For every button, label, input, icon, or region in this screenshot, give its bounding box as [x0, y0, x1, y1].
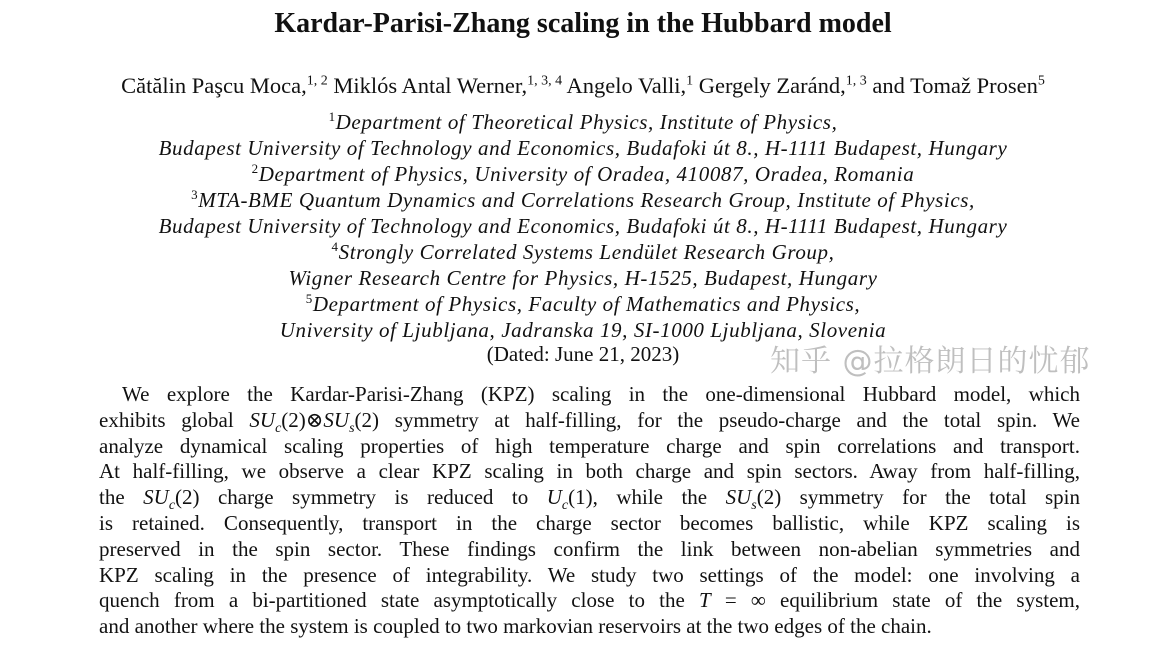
math-base: SU [249, 407, 276, 432]
math-symbol [546, 485, 569, 514]
math-symbol [725, 485, 757, 514]
math-symbol [143, 485, 176, 514]
abstract-text: exhibits global [99, 407, 250, 432]
abstract-text: (2) symmetry at half-filling, for the pseudo-charge and the total spin. We [354, 407, 1080, 432]
abstract-line [99, 459, 1080, 484]
affiliation-number: 4 [331, 239, 339, 254]
abstract-text: (2)⊗ [281, 407, 324, 432]
abstract-text: KPZ scaling in the presence of integrability. We study two settings of the model: one involving a [99, 562, 1080, 587]
affiliation-number: 2 [251, 161, 259, 176]
math-base: T [699, 588, 711, 613]
abstract-line [99, 537, 1080, 562]
math-base: SU [725, 485, 752, 510]
abstract-text: preserved in the spin sector. These findings confirm the link between non-abelian symmetries and [99, 536, 1080, 561]
affiliation-line [0, 110, 1166, 134]
abstract-line [99, 485, 1081, 514]
abstract-line [99, 563, 1080, 588]
abstract-text: is retained. Consequently, transport in the charge sector becomes ballistic, while KPZ scaling is [99, 511, 1080, 535]
abstract-text: We explore the Kardar-Parisi-Zhang (KPZ) scaling in the one-dimensional Hubbard model, which [122, 382, 1080, 406]
affiliation-text: Budapest University of Technology and Economics, Budafoki út 8., H-1111 Budapest, Hungary [158, 214, 1008, 238]
math-base: U [546, 485, 562, 510]
author-name: Angelo Valli, [566, 73, 687, 98]
author-name: Cătălin Paşcu Moca, [121, 73, 307, 98]
affiliation-line [0, 188, 1166, 212]
author-affiliation-marks: 5 [1037, 73, 1045, 89]
abstract-line [122, 382, 1080, 407]
affiliation-line [0, 162, 1166, 186]
abstract-line [99, 614, 1080, 639]
abstract-line [99, 407, 1080, 436]
affiliation-text: MTA-BME Quantum Dynamics and Correlations Research Group, Institute of Physics, [198, 188, 975, 212]
affiliation-text: Budapest University of Technology and Economics, Budafoki út 8., H-1111 Budapest, Hungary [158, 136, 1008, 160]
abstract-text: the [99, 485, 144, 510]
author-affiliation-marks: 1, 3 [845, 73, 867, 89]
affiliation-line [0, 240, 1166, 264]
math-subscript: c [275, 420, 282, 436]
math-base: SU [143, 485, 169, 510]
author-name: and Tomaž Prosen [872, 73, 1038, 98]
affiliation-number: 1 [328, 109, 336, 124]
affiliation-text: Department of Theoretical Physics, Institute of Physics, [335, 110, 838, 134]
abstract-text: At half-filling, we observe a clear KPZ scaling in both charge and spin sectors. Away from half-filling, [99, 459, 1080, 484]
author-affiliation-marks: 1, 2 [306, 73, 328, 89]
math-symbol [699, 588, 711, 612]
affiliation-number: 5 [305, 291, 313, 306]
math-subscript: s [751, 498, 757, 514]
affiliation-number: 3 [191, 187, 199, 202]
abstract-text: (2) symmetry for the total spin [756, 485, 1081, 510]
author-name: Miklós Antal Werner, [333, 73, 528, 98]
abstract-line [99, 434, 1080, 459]
author-list [0, 72, 1166, 100]
abstract-text: quench from a bi-partitioned state asymptotically close to the [99, 588, 699, 613]
paper-title: Kardar-Parisi-Zhang scaling in the Hubbard model [274, 8, 892, 39]
abstract-line [99, 588, 1080, 613]
math-subscript: c [168, 498, 176, 514]
affiliation-text: Wigner Research Centre for Physics, H-1525, Budapest, Hungary [288, 266, 878, 290]
math-symbol [249, 407, 282, 436]
affiliation-text: Department of Physics, Faculty of Mathematics and Physics, [312, 292, 861, 316]
abstract-line [99, 511, 1080, 536]
abstract-text: = ∞ equilibrium state of the system, [710, 588, 1080, 613]
author-affiliation-marks: 1, 3, 4 [527, 73, 563, 89]
author-affiliation-marks: 1 [686, 73, 694, 89]
watermark: 知乎 @拉格朗日的忧郁 [770, 344, 1091, 379]
math-symbol [323, 407, 355, 436]
abstract-text: analyze dynamical scaling properties of high temperature charge and spin correlations and transport. [99, 433, 1080, 458]
affiliation-line [0, 136, 1166, 160]
math-subscript: s [349, 420, 355, 436]
affiliation-text: Strongly Correlated Systems Lendület Research Group, [338, 240, 835, 264]
affiliation-text: University of Ljubljana, Jadranska 19, SI-1000 Ljubljana, Slovenia [279, 318, 887, 342]
abstract-text: and another where the system is coupled to two markovian reservoirs at the two edges of the chain. [99, 614, 932, 639]
affiliation-line [0, 318, 1166, 342]
affiliation-line [0, 214, 1166, 238]
affiliation-text: Department of Physics, University of Oradea, 410087, Oradea, Romania [258, 162, 915, 186]
author-name: Gergely Zaránd, [698, 73, 846, 98]
abstract-text: (1), while the [568, 485, 726, 510]
math-base: SU [323, 407, 350, 432]
affiliation-line [0, 292, 1166, 316]
date-line: (Dated: June 21, 2023) [486, 342, 680, 366]
math-subscript: c [561, 498, 569, 514]
affiliation-line [0, 266, 1166, 290]
abstract-text: (2) charge symmetry is reduced to [175, 485, 547, 510]
